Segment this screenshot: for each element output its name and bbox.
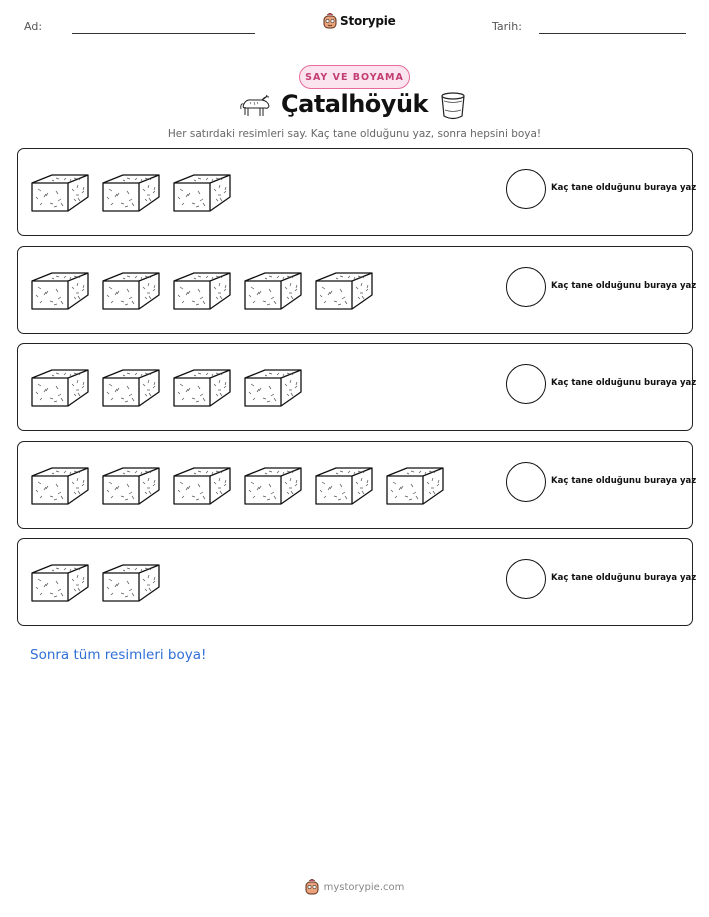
row-items [30,557,161,607]
instructions: Her satırdaki resimleri say. Kaç tane olduğunu yaz, sonra hepsini boya! [167,128,542,140]
clay-pot-icon [438,90,468,122]
answer-prompt: Kaç tane olduğunu buraya yaz [551,573,697,583]
mud-brick-icon[interactable] [172,460,232,510]
row-items [30,265,374,315]
mud-brick-icon[interactable] [385,460,445,510]
answer-prompt: Kaç tane olduğunu buraya yaz [551,183,697,193]
name-line[interactable] [72,33,255,34]
mud-brick-icon[interactable] [30,460,90,510]
mud-brick-icon[interactable] [243,265,303,315]
mud-brick-icon[interactable] [101,362,161,412]
mud-brick-icon[interactable] [314,265,374,315]
activity-badge [299,65,410,89]
closing-instruction: Sonra tüm resimleri boya! [30,647,207,663]
mud-brick-icon[interactable] [243,362,303,412]
mud-brick-icon[interactable] [101,167,161,217]
mud-brick-icon[interactable] [30,557,90,607]
mud-brick-icon[interactable] [101,557,161,607]
mud-brick-icon[interactable] [101,265,161,315]
row-items [30,362,303,412]
mud-brick-icon[interactable] [172,265,232,315]
counting-row [17,246,697,334]
footer [0,879,709,895]
mud-brick-icon[interactable] [172,167,232,217]
mud-brick-icon[interactable] [101,460,161,510]
counting-row [17,148,697,236]
answer-prompt: Kaç tane olduğunu buraya yaz [551,475,697,486]
footer-url: mystorypie.com [323,881,405,893]
mud-brick-icon[interactable] [30,265,90,315]
answer-prompt: Kaç tane olduğunu buraya yaz [551,378,697,388]
title-row [0,88,709,128]
row-items [30,167,232,217]
answer-prompt: Kaç tane olduğunu buraya yaz [551,280,697,291]
date-label: Tarih: [492,20,522,33]
worksheet-header [0,0,709,50]
answer-circle[interactable] [506,364,546,404]
brand-logo [323,13,396,29]
date-line[interactable] [539,33,686,34]
counting-row [17,343,697,431]
mud-brick-icon[interactable] [30,362,90,412]
name-label: Ad: [24,20,43,33]
mud-brick-icon[interactable] [172,362,232,412]
mud-brick-icon[interactable] [243,460,303,510]
storypie-mascot-icon [323,13,337,29]
answer-circle[interactable] [506,462,546,502]
counting-row [17,441,697,529]
mud-brick-icon[interactable] [30,167,90,217]
answer-circle[interactable] [506,267,546,307]
counting-row [17,538,697,626]
mud-brick-icon[interactable] [314,460,374,510]
row-items [30,460,445,510]
activity-badge-label: SAY VE BOYAMA [305,71,404,83]
brand-name: Storypie [340,14,396,28]
storypie-mascot-icon [305,879,319,895]
answer-circle[interactable] [506,559,546,599]
answer-circle[interactable] [506,169,546,209]
page-title: Çatalhöyük [281,90,428,118]
